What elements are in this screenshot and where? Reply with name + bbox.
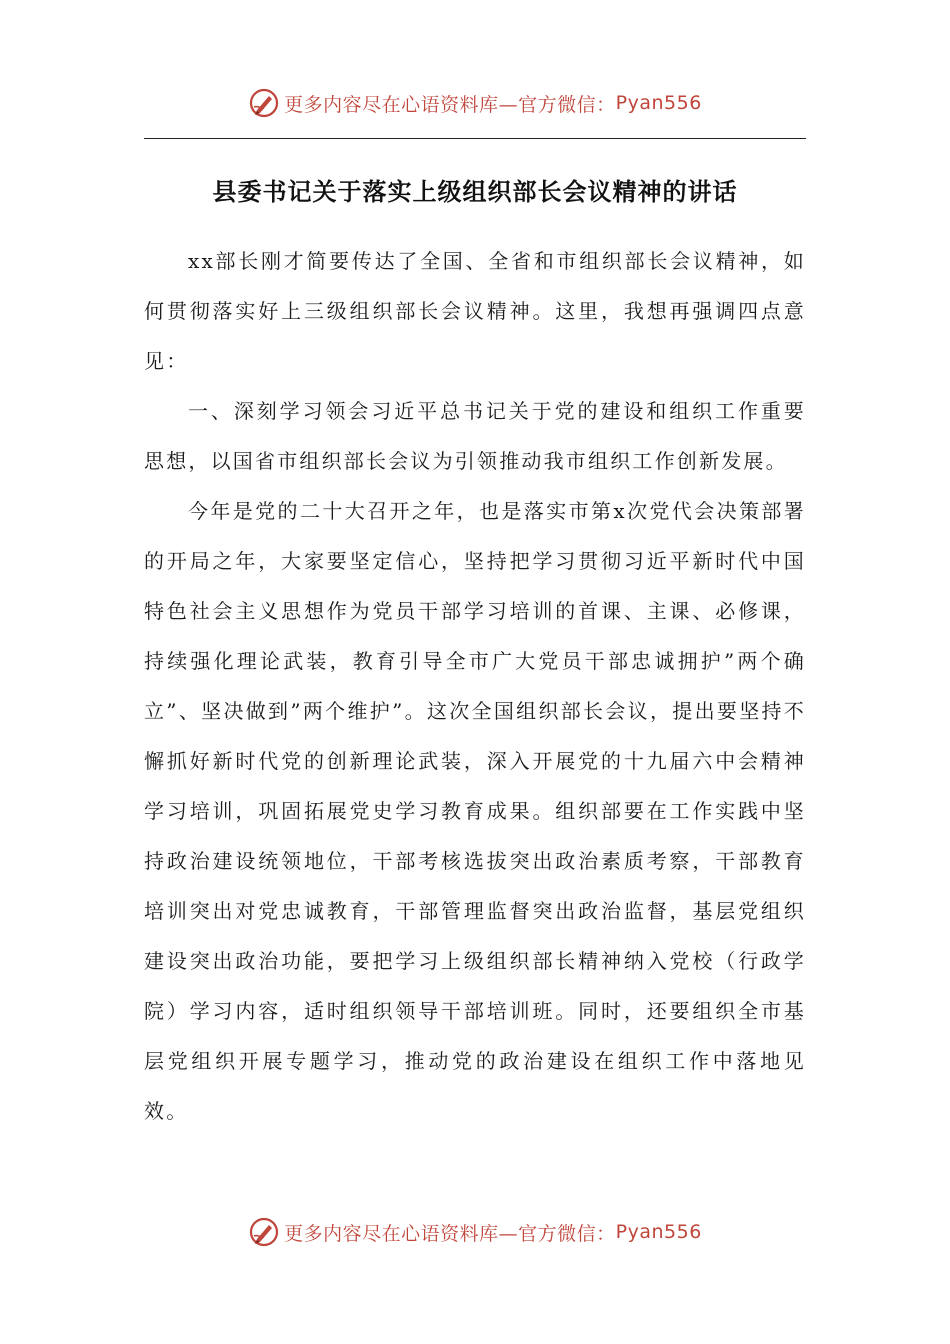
footer-banner-text: 更多内容尽在心语资料库—官方微信： [284,1222,616,1245]
document-body [144,236,806,1136]
header-banner-text: 更多内容尽在心语资料库—官方微信： [284,93,616,116]
footer-banner [0,1212,950,1252]
pen-circle-logo-icon [248,1216,280,1248]
document-title: 县委书记关于落实上级组织部长会议精神的讲话 [212,177,738,206]
paragraph: 今年是党的二十大召开之年，也是落实市第x次党代会决策部署的开局之年，大家要坚定信心，坚持把学习贯彻习近平新时代中国特色社会主义思想作为党员干部学习培训的首课、主课、必修课，持续强化理论武装，教育引导全市广大党员干部忠诚拥护”两个确立”、坚决做到”两个维护”。这次全国组织部长会议，提出要坚持不懈抓好新时代党的创新理论武装，深入开展党的十九届六中会精神学习培训，巩固拓展党史学习教育成果。组织部要在工作实践中坚持政治建设统领地位，干部考核选拔突出政治素质考察，干部教育培训突出对党忠诚教育，干部管理监督突出政治监督，基层党组织建设突出政治功能，要把学习上级组织部长精神纳入党校（行政学院）学习内容，适时组织领导干部培训班。同时，还要组织全市基层党组织开展专题学习，推动党的政治建设在组织工作中落地见效。 [144,499,806,1123]
paragraph: 一、深刻学习领会习近平总书记关于党的建设和组织工作重要思想，以国省市组织部长会议为引领推动我市组织工作创新发展。 [144,399,806,473]
header-banner [0,83,950,123]
header-divider [144,138,806,139]
footer-wechat-id: Pyan556 [615,1221,702,1243]
paragraph: xx部长刚才简要传达了全国、全省和市组织部长会议精神，如何贯彻落实好上三级组织部长会议精神。这里，我想再强调四点意见： [144,249,806,373]
pen-circle-logo-icon [248,87,280,119]
header-wechat-id: Pyan556 [615,92,702,114]
